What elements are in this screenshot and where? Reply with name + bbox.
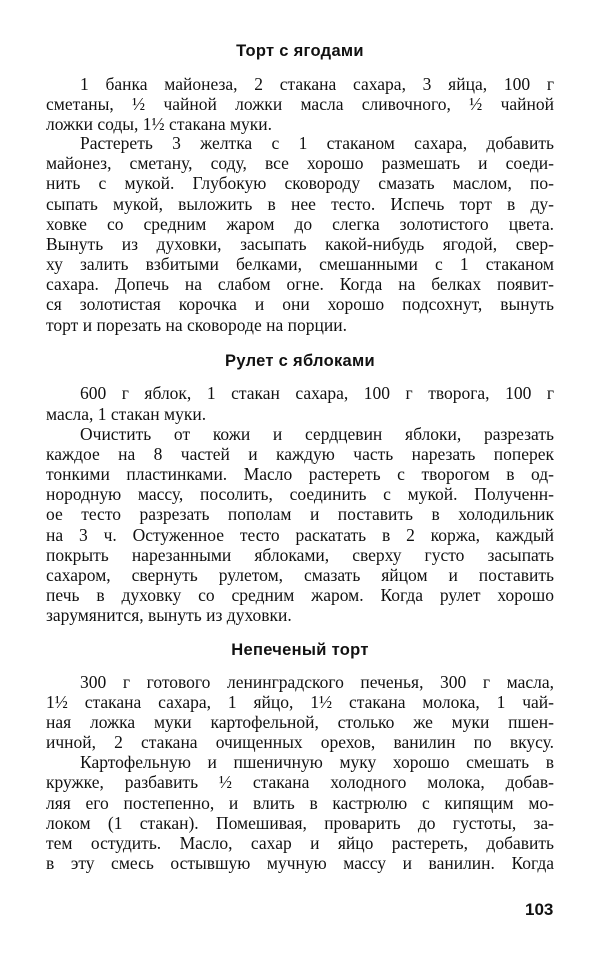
text-line: ляя его постепенно, и влить в кастрюлю с кипящим мо- xyxy=(46,793,554,813)
recipe-title: Непеченый торт xyxy=(231,641,369,659)
text-line: тем остудить. Масло, сахар и яйцо растереть, добавить xyxy=(46,833,554,853)
page-number: 103 xyxy=(525,900,554,919)
text-line: 1½ стакана сахара, 1 яйцо, 1½ стакана молока, 1 чай- xyxy=(46,692,554,712)
recipe-title: Торт с ягодами xyxy=(236,42,364,60)
text-line: локом (1 стакан). Помешивая, проварить до густоты, за- xyxy=(46,813,554,833)
text-line: ху залить взбитыми белками, смешанными с 1 стаканом xyxy=(46,254,554,274)
text-line: сахаром, свернуть рулетом, смазать яйцом и поставить xyxy=(46,565,554,585)
text-line: в эту смесь остывшую мучную массу и ванилин. Когда xyxy=(46,853,554,873)
text-line: ичной, 2 стакана очищенных орехов, ванилин по вкусу. xyxy=(46,732,554,752)
text-line: ная ложка муки картофельной, столько же муки пшен- xyxy=(46,712,554,732)
text-line: ое тесто разрезать пополам и поставить в холодильник xyxy=(46,504,554,524)
text-line: ложки соды, 1½ стакана муки. xyxy=(46,114,273,134)
text-line: нить с мукой. Глубокую сковороду смазать маслом, по- xyxy=(46,173,554,193)
recipe-title: Рулет с яблоками xyxy=(225,352,375,370)
text-line: сыпать мукой, выложить в нее тесто. Испечь торт в ду- xyxy=(46,194,554,214)
text-line: Вынуть из духовки, засыпать какой-нибудь ягодой, свер- xyxy=(46,234,554,254)
text-line: сметаны, ½ чайной ложки масла сливочного, ½ чайной xyxy=(46,94,554,114)
text-line: Картофельную и пшеничную муку хорошо смешать в xyxy=(80,752,554,772)
text-line: майонез, сметану, соду, все хорошо размешать и соеди- xyxy=(46,153,554,173)
text-line: 1 банка майонеза, 2 стакана сахара, 3 яйца, 100 г xyxy=(80,74,554,94)
text-line: Очистить от кожи и сердцевин яблоки, разрезать xyxy=(80,424,554,444)
text-line: кружке, разбавить ½ стакана холодного молока, добав- xyxy=(46,772,554,792)
text-line: 600 г яблок, 1 стакан сахара, 100 г творога, 100 г xyxy=(80,383,554,403)
text-line: ся золотистая корочка и они хорошо подсохнут, вынуть xyxy=(46,294,554,314)
text-line: нородную массу, посолить, соединить с мукой. Полученн- xyxy=(46,484,554,504)
text-line: 300 г готового ленинградского печенья, 300 г масла, xyxy=(80,672,554,692)
text-line: покрыть нарезанными яблоками, сверху густо засыпать xyxy=(46,545,554,565)
text-line: торт и порезать на сковороде на порции. xyxy=(46,315,347,335)
text-line: сахара. Допечь на слабом огне. Когда на белках появит- xyxy=(46,274,554,294)
text-line: каждое на 8 частей и каждую часть нарезать поперек xyxy=(46,444,554,464)
text-line: тонкими пластинками. Масло растереть с творогом в од- xyxy=(46,464,554,484)
text-line: на 3 ч. Остуженное тесто раскатать в 2 коржа, каждый xyxy=(46,525,554,545)
text-line: зарумянится, вынуть из духовки. xyxy=(46,605,292,625)
text-line: ховке со средним жаром до слегка золотистого цвета. xyxy=(46,214,554,234)
text-line: печь в духовку со средним жаром. Когда рулет хорошо xyxy=(46,585,554,605)
text-line: масла, 1 стакан муки. xyxy=(46,404,207,424)
text-line: Растереть 3 желтка с 1 стаканом сахара, добавить xyxy=(80,133,554,153)
